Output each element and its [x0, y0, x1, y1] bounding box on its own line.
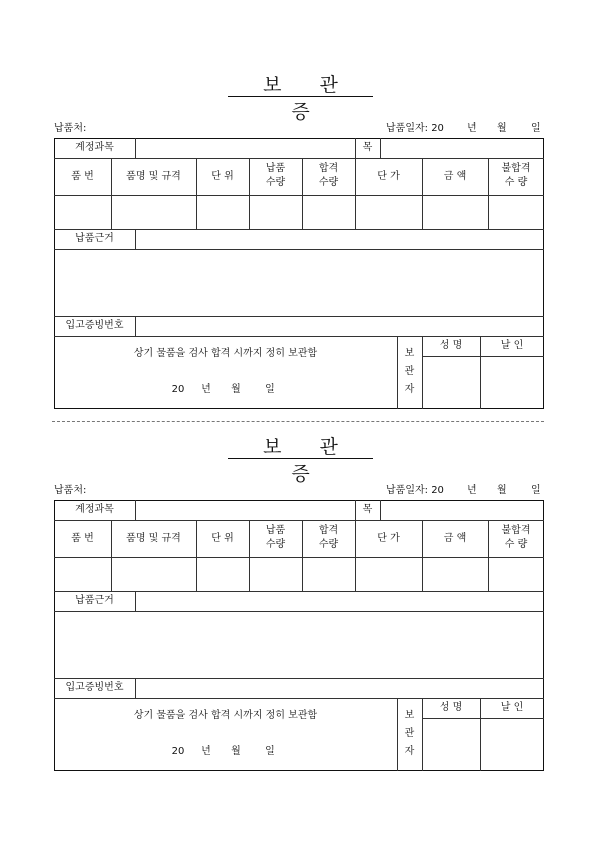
statement-date-day: 일 [265, 384, 275, 395]
keeper-label-1: 보 [404, 348, 415, 359]
col-passed-qty-line2: 수량 [318, 177, 339, 188]
col-delivered-qty [249, 162, 302, 190]
col-passed-qty-line2: 수량 [318, 539, 339, 550]
col-line [135, 678, 136, 698]
title-underline [228, 458, 373, 459]
name-label: 성 명 [439, 340, 463, 351]
col-line [196, 520, 197, 591]
keeper-label [397, 707, 422, 761]
seal-label: 날 인 [500, 702, 524, 713]
seal-label: 날 인 [500, 340, 524, 351]
col-line [380, 138, 381, 158]
col-line [111, 520, 112, 591]
supplier-label: 납품처: [54, 485, 87, 496]
row-line [54, 158, 544, 159]
col-line [355, 158, 356, 229]
delivery-date-day: 일 [531, 485, 541, 496]
keeper-label-3: 자 [404, 746, 415, 757]
row-line [422, 356, 544, 357]
row-line [54, 678, 544, 679]
col-line [135, 316, 136, 336]
row-line [54, 698, 544, 699]
delivery-date-label: 납품일자: 20 [386, 123, 444, 134]
form-title: 보 관 증 [263, 436, 354, 485]
col-delivered-qty [249, 524, 302, 552]
title-underline [228, 96, 373, 97]
receipt-no-label: 입고증빙번호 [65, 682, 124, 693]
row-line [422, 718, 544, 719]
row-line [54, 520, 544, 521]
col-line [422, 520, 423, 591]
statement-date-month: 월 [231, 746, 241, 757]
delivery-date-year: 년 [467, 123, 477, 134]
col-line [355, 520, 356, 591]
col-item-no: 품 번 [71, 171, 94, 182]
row-line [54, 316, 544, 317]
row-line [54, 336, 544, 337]
col-passed-qty [302, 524, 355, 552]
statement-date-prefix: 20 [171, 384, 185, 395]
col-name-spec: 품명 및 규격 [126, 533, 181, 544]
col-item-no: 품 번 [71, 533, 94, 544]
statement-date-day: 일 [265, 746, 275, 757]
item-label: 목 [362, 142, 373, 153]
row-line [54, 229, 544, 230]
col-delivered-qty-line1: 납품 [265, 163, 286, 174]
col-unit-price: 단 가 [377, 171, 400, 182]
row-line [54, 557, 544, 558]
basis-label: 납품근거 [75, 233, 114, 244]
col-passed-qty-line1: 합격 [318, 525, 339, 536]
row-line [54, 591, 544, 592]
col-delivered-qty-line2: 수량 [265, 177, 286, 188]
col-line [380, 500, 381, 520]
col-line [196, 158, 197, 229]
form-title: 보 관 증 [263, 74, 354, 123]
keeper-label-2: 관 [404, 728, 415, 739]
statement-text: 상기 물품을 검사 합격 시까지 정히 보관함 [133, 710, 318, 721]
delivery-date-year: 년 [467, 485, 477, 496]
col-line [135, 138, 136, 158]
account-label: 계정과목 [75, 504, 114, 515]
delivery-date-month: 월 [497, 123, 507, 134]
statement-date-year: 년 [201, 746, 211, 757]
row-line [54, 195, 544, 196]
col-passed-qty-line1: 합격 [318, 163, 339, 174]
receipt-form-2 [0, 362, 595, 762]
col-unit: 단 위 [211, 171, 234, 182]
col-name-spec: 품명 및 규격 [126, 171, 181, 182]
item-label: 목 [362, 504, 373, 515]
receipt-no-label: 입고증빙번호 [65, 320, 124, 331]
keeper-label-3: 자 [404, 384, 415, 395]
keeper-label-2: 관 [404, 366, 415, 377]
col-amount: 금 액 [443, 171, 467, 182]
delivery-date-label: 납품일자: 20 [386, 485, 444, 496]
row-line [54, 249, 544, 250]
col-passed-qty [302, 162, 355, 190]
statement-date-month: 월 [231, 384, 241, 395]
account-label: 계정과목 [75, 142, 114, 153]
receipt-form-1 [0, 0, 595, 400]
statement-date-year: 년 [201, 384, 211, 395]
name-label: 성 명 [439, 702, 463, 713]
statement-date-prefix: 20 [171, 746, 185, 757]
col-line [135, 229, 136, 249]
col-failed-qty-line1: 불합격 [501, 525, 531, 536]
supplier-label: 납품처: [54, 123, 87, 134]
col-amount: 금 액 [443, 533, 467, 544]
basis-label: 납품근거 [75, 595, 114, 606]
col-failed-qty-line1: 불합격 [501, 163, 531, 174]
row-line [54, 611, 544, 612]
col-unit: 단 위 [211, 533, 234, 544]
col-delivered-qty-line2: 수량 [265, 539, 286, 550]
col-failed-qty-line2: 수 량 [504, 539, 528, 550]
col-line [135, 591, 136, 611]
delivery-date-month: 월 [497, 485, 507, 496]
col-failed-qty [488, 524, 544, 552]
col-line [135, 500, 136, 520]
col-line [422, 158, 423, 229]
col-unit-price: 단 가 [377, 533, 400, 544]
col-delivered-qty-line1: 납품 [265, 525, 286, 536]
delivery-date-day: 일 [531, 123, 541, 134]
col-failed-qty [488, 162, 544, 190]
statement-text: 상기 물품을 검사 합격 시까지 정히 보관함 [133, 348, 318, 359]
keeper-label-1: 보 [404, 710, 415, 721]
col-failed-qty-line2: 수 량 [504, 177, 528, 188]
col-line [111, 158, 112, 229]
